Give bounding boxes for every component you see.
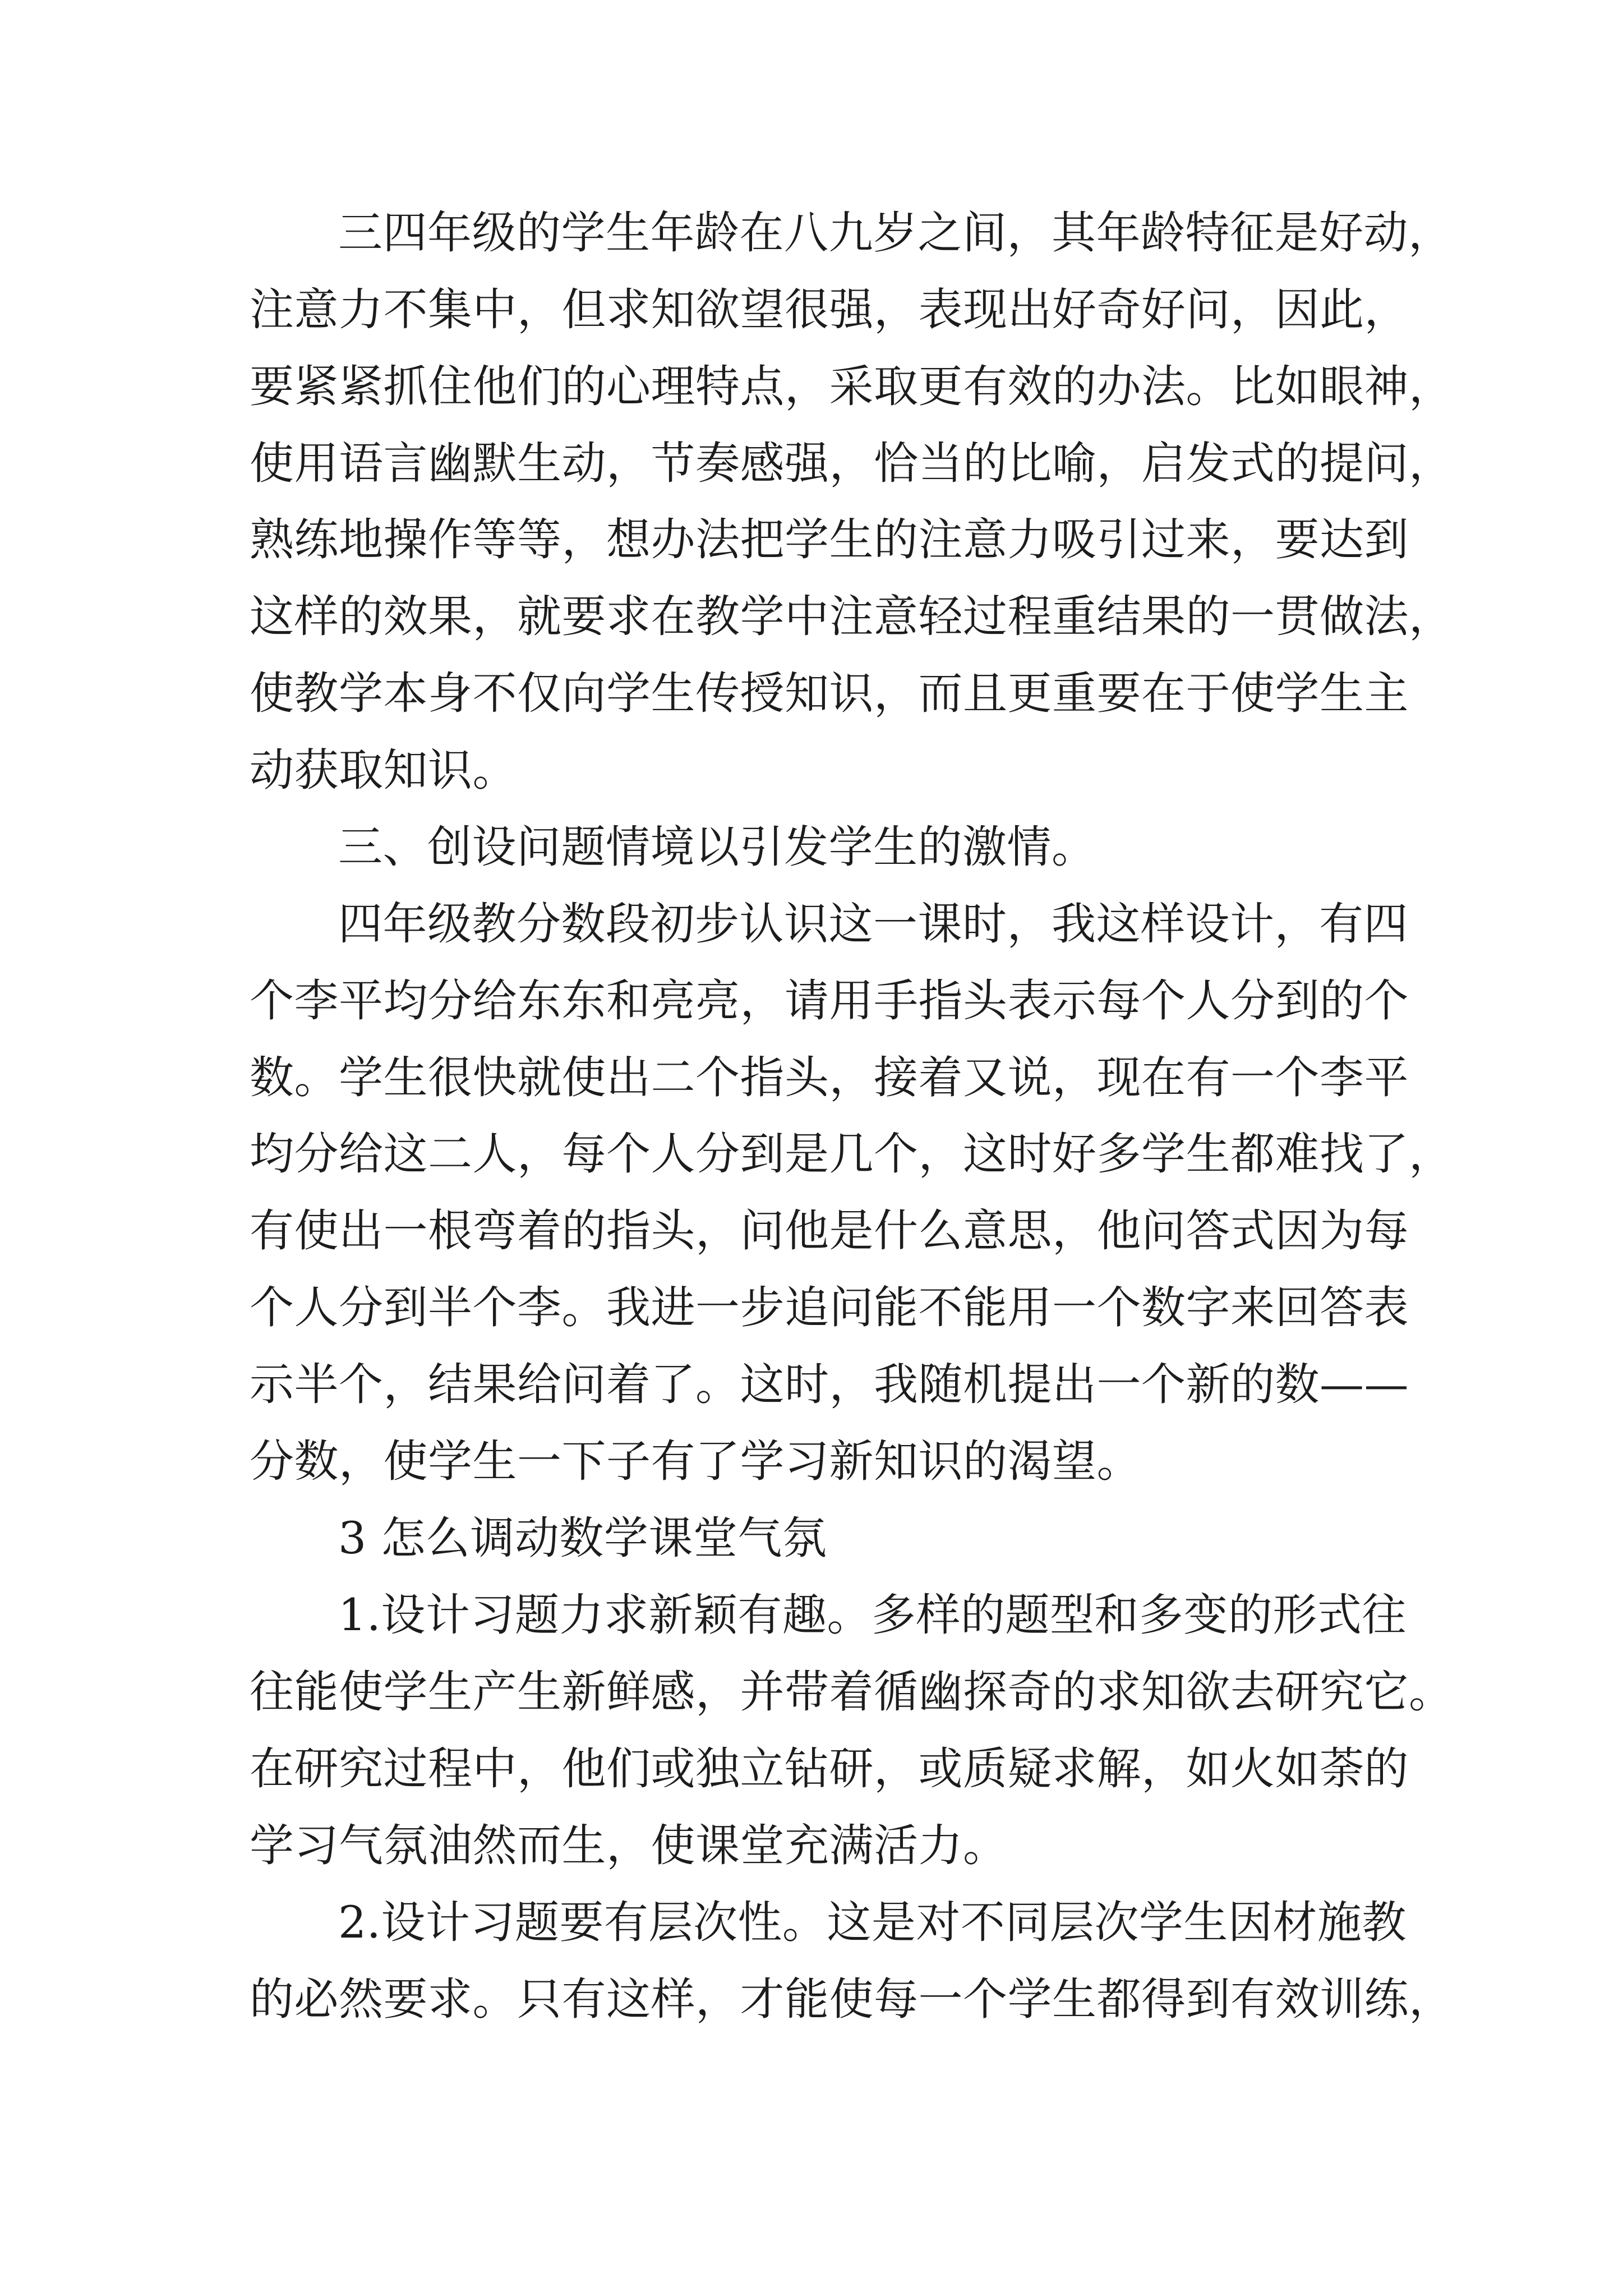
text-line: 个人分到半个李。我进一步追问能不能用一个数字来回答表	[250, 1282, 1409, 1333]
text-line: 往能使学生产生新鲜感，并带着循幽探奇的求知欲去研究它。	[250, 1666, 1454, 1718]
text-line: 熟练地操作等等，想办法把学生的注意力吸引过来，要达到	[250, 514, 1409, 565]
section-heading: 三、创设问题情境以引发学生的激情。	[338, 821, 1096, 873]
text-line: 注意力不集中，但求知欲望很强，表现出好奇好问，因此，	[250, 284, 1409, 335]
text-line: 使教学本身不仅向学生传授知识，而且更重要在于使学生主	[250, 668, 1409, 719]
text-line: 有使出一根弯着的指头，问他是什么意思，他问答式因为每	[250, 1205, 1409, 1257]
text-line: 示半个，结果给问着了。这时，我随机提出一个新的数——	[250, 1359, 1409, 1410]
text-line: 均分给这二人，每个人分到是几个，这时好多学生都难找了，	[250, 1128, 1454, 1180]
text-line: 三四年级的学生年龄在八九岁之间，其年龄特征是好动，	[338, 207, 1453, 259]
text-line: 1.设计习题力求新颖有趣。多样的题型和多变的形式往	[338, 1589, 1407, 1641]
text-line: 使用语言幽默生动，节奏感强，恰当的比喻，启发式的提问，	[250, 438, 1454, 489]
text-line: 学习气氛油然而生，使课堂充满活力。	[250, 1820, 1008, 1871]
text-line: 这样的效果，就要求在教学中注意轻过程重结果的一贯做法，	[250, 591, 1454, 642]
text-line: 四年级教分数段初步认识这一课时，我这样设计，有四	[338, 898, 1408, 950]
text-line: 个李平均分给东东和亮亮，请用手指头表示每个人分到的个	[250, 975, 1409, 1027]
text-line: 动获取知识。	[250, 744, 517, 796]
text-line: 在研究过程中，他们或独立钻研，或质疑求解，如火如荼的	[250, 1743, 1409, 1795]
section-heading: 3 怎么调动数学课堂气氛	[338, 1512, 827, 1564]
text-line: 数。学生很快就使出二个指头，接着又说，现在有一个李平	[250, 1052, 1409, 1103]
text-line: 的必然要求。只有这样，才能使每一个学生都得到有效训练，	[250, 1973, 1454, 2025]
text-line: 2.设计习题要有层次性。这是对不同层次学生因材施教	[338, 1897, 1407, 1948]
text-line: 分数，使学生一下子有了学习新知识的渴望。	[250, 1435, 1141, 1487]
text-line: 要紧紧抓住他们的心理特点，采取更有效的办法。比如眼神，	[250, 361, 1454, 412]
